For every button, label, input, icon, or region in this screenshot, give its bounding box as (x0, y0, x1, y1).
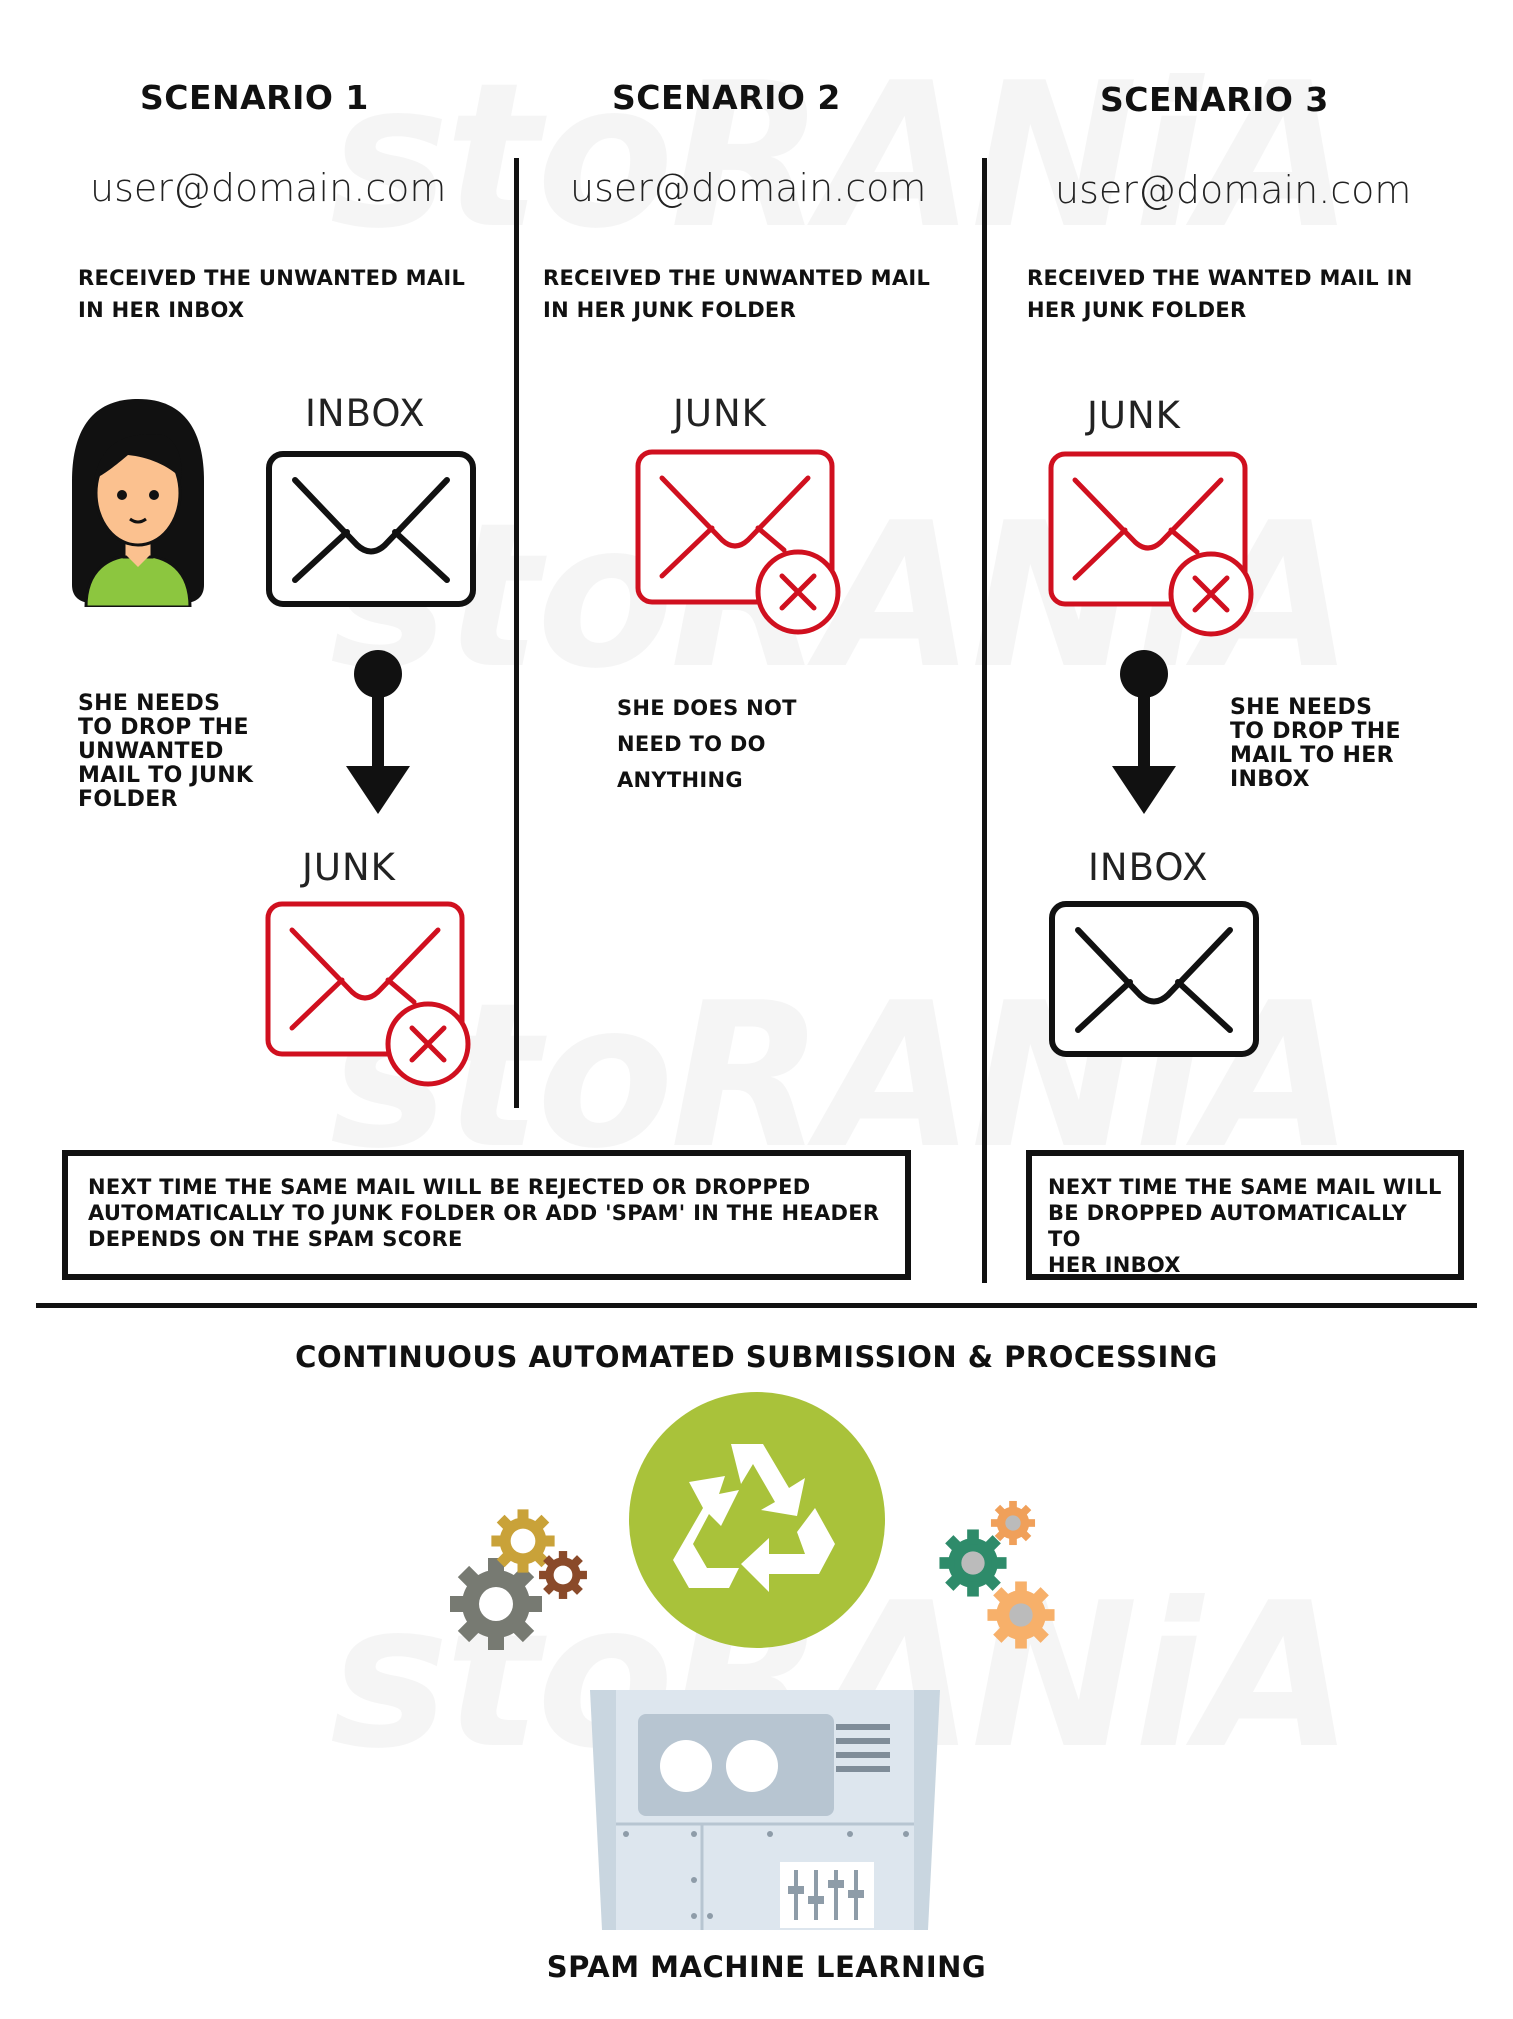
mail-icon (1048, 900, 1260, 1058)
column-divider (982, 158, 987, 1283)
person-avatar-icon (68, 395, 208, 607)
process-title: CONTINUOUS AUTOMATED SUBMISSION & PROCESSING (295, 1340, 1218, 1374)
scenario-2-description: RECEIVED THE UNWANTED MAIL IN HER JUNK FOLDER (543, 266, 931, 322)
note-left: NEXT TIME THE SAME MAIL WILL BE REJECTED OR DROPPED AUTOMATICALLY TO JUNK FOLDER OR ADD 'SPAM' IN THE HEADER DEPENDS ON THE SPAM SCORE (62, 1150, 911, 1280)
gear-icon (538, 1550, 588, 1600)
scenario-3-bottom-folder: INBOX (1088, 846, 1209, 889)
column-divider (514, 158, 519, 1108)
scenario-1-email: user@domain.com (90, 166, 447, 210)
scenario-2-email: user@domain.com (570, 166, 927, 210)
scenario-1-heading: SCENARIO 1 (140, 78, 369, 117)
scenario-3-description: RECEIVED THE WANTED MAIL IN HER JUNK FOLDER (1027, 266, 1413, 322)
arrow-down-icon (1108, 648, 1180, 814)
gear-icon (986, 1580, 1056, 1650)
watermark (330, 40, 1350, 273)
junk-mail-icon (634, 448, 846, 644)
mail-icon (265, 450, 477, 608)
junk-mail-icon (1047, 450, 1259, 646)
scenario-3-heading: SCENARIO 3 (1100, 80, 1329, 119)
scenario-1-description: RECEIVED THE UNWANTED MAIL IN HER INBOX (78, 266, 466, 322)
section-divider (36, 1303, 1477, 1308)
note-right: NEXT TIME THE SAME MAIL WILL BE DROPPED AUTOMATICALLY TO HER INBOX (1026, 1150, 1464, 1280)
scenario-3-action: SHE NEEDS TO DROP THE MAIL TO HER INBOX (1230, 695, 1401, 792)
recycle-icon (629, 1392, 885, 1648)
scenario-1-action: SHE NEEDS TO DROP THE UNWANTED MAIL TO JUNK FOLDER (78, 691, 254, 812)
machine-icon (590, 1690, 940, 1930)
scenario-3-top-folder: JUNK (1087, 394, 1181, 437)
scenario-2-heading: SCENARIO 2 (612, 78, 841, 117)
scenario-1-bottom-folder: JUNK (302, 846, 396, 889)
machine-label: SPAM MACHINE LEARNING (546, 1950, 987, 1984)
scenario-2-action: SHE DOES NOT NEED TO DO ANYTHING (617, 696, 797, 792)
arrow-down-icon (342, 648, 414, 814)
junk-mail-icon (264, 900, 476, 1096)
scenario-1-top-folder: INBOX (305, 392, 426, 435)
scenario-2-top-folder: JUNK (673, 392, 767, 435)
gear-icon (990, 1500, 1036, 1546)
scenario-3-email: user@domain.com (1055, 168, 1412, 212)
